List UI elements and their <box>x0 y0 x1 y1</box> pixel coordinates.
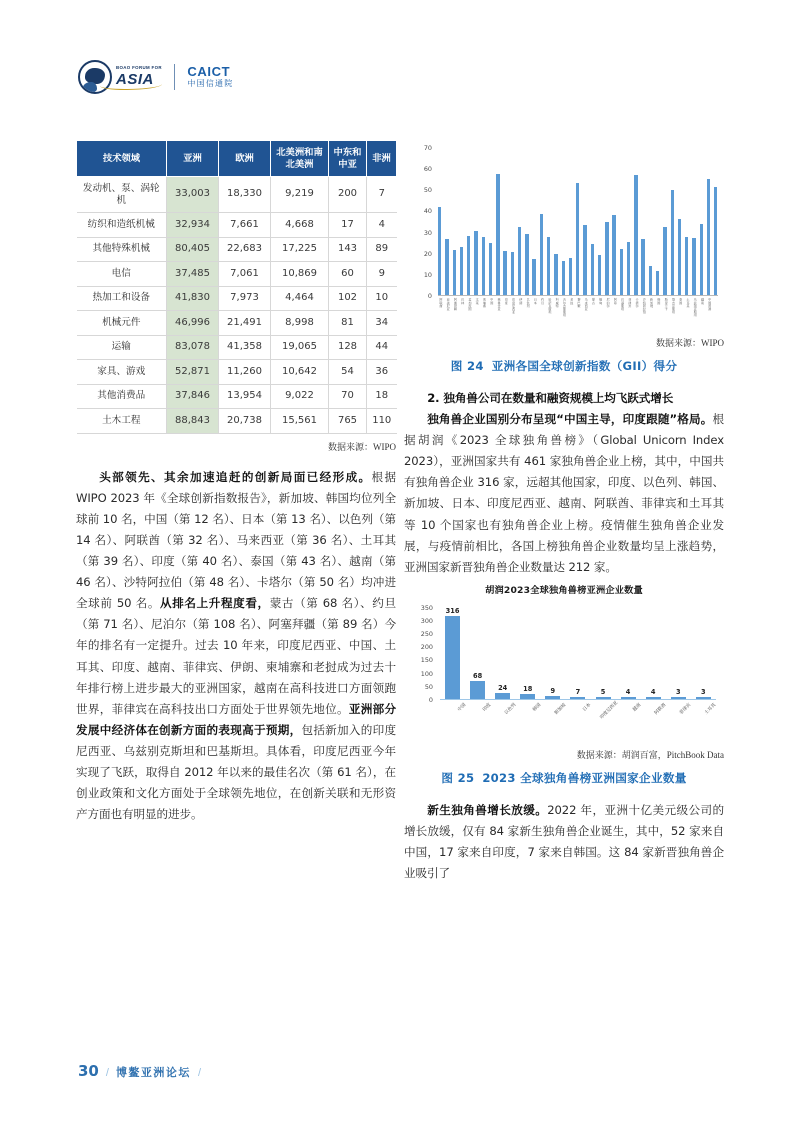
figure-24-bar <box>511 252 514 295</box>
boao-forum-logo <box>78 60 162 94</box>
figure-24-x-label: 阿联酋 <box>438 298 443 308</box>
globe-icon <box>78 60 112 94</box>
cell-americas: 4,464 <box>271 286 329 311</box>
figure-24-x-label: 老挝 <box>569 298 574 305</box>
cell-africa: 7 <box>367 177 397 213</box>
cell-mideast: 102 <box>329 286 367 311</box>
paragraph-lead-bold: 头部领先、其余加速追赶的创新局面已经形成。 <box>99 469 372 484</box>
figure-25-bar <box>570 697 585 699</box>
cell-mideast: 54 <box>329 360 367 385</box>
caict-logo-en: CAICT <box>187 64 231 80</box>
figure-25-y-tick: 300 <box>420 616 433 625</box>
figure-25-x-label: 越南 <box>632 702 643 713</box>
technology-fields-table <box>76 140 397 434</box>
figure-25-bar <box>470 681 485 699</box>
cell-mideast: 765 <box>329 409 367 434</box>
figure-24-x-label: 土耳其 <box>685 298 690 308</box>
figure-24-bar <box>583 225 586 295</box>
cell-africa: 34 <box>367 311 397 336</box>
paragraph-bold-3: 亚洲部分发展中经济体在创新方面的表现高于预期， <box>76 701 396 737</box>
figure-24-bar <box>663 227 666 296</box>
table-row <box>77 213 397 238</box>
figure-24-bar <box>576 183 579 295</box>
figure-24-x-label: 缅甸 <box>598 298 603 305</box>
table-header-africa: 非洲 <box>367 141 397 177</box>
figure-24-bar <box>707 179 710 295</box>
figure-24-x-label: 黎巴嫩 <box>576 298 581 308</box>
figure-24-bar <box>569 258 572 295</box>
figure-25-x-label: 土耳其 <box>704 702 718 716</box>
figure-25-value-label: 5 <box>600 688 606 697</box>
figure-24-x-label: 以色列 <box>525 298 530 308</box>
page-header <box>78 60 233 94</box>
figure-25-y-tick: 350 <box>420 603 433 612</box>
figure-25-bar-group <box>668 607 688 699</box>
paragraph-bold-2: 从排名上升程度看， <box>160 596 270 611</box>
figure-24-x-label: 泰国 <box>678 298 683 305</box>
figure-24-x-label: 科威特 <box>554 298 559 308</box>
cell-africa: 110 <box>367 409 397 434</box>
figure-25-bar-group <box>568 607 588 699</box>
cell-europe: 7,061 <box>219 262 271 287</box>
figure-25-bar <box>520 694 535 699</box>
cell-mideast: 200 <box>329 177 367 213</box>
figure-24-x-label: 印度 <box>503 298 508 305</box>
cell-field: 土木工程 <box>77 409 167 434</box>
paragraph-text-1: 根据 WIPO 2023 年《全球创新指数报告》，新加坡、韩国均位列全球前 10 名，中国（第 12 名）、日本（第 13 名）、以色列（第 14 名）、阿联酋（第 32 名）、马来西亚（第 36 名）、土耳其（第 39 名）、印度（第 40 名）、泰国（第 43 名）、越南（第 46 名）、沙特阿拉伯（第 48 名）、卡塔尔（第 50 名）均冲进全球前 50 名。 <box>76 469 396 611</box>
cell-field: 其他特殊机械 <box>77 237 167 262</box>
figure-25-bar-group <box>493 607 513 699</box>
figure-24-x-label: 亚美尼亚 <box>445 298 450 311</box>
table-row <box>77 177 397 213</box>
cell-mideast: 81 <box>329 311 367 336</box>
paragraph-unicorn-bold: 独角兽企业国别分布呈现“中国主导，印度跟随”格局。 <box>427 412 713 427</box>
figure-25-bar <box>671 697 686 699</box>
figure-24-bar <box>438 207 441 295</box>
boao-forum-name <box>116 72 162 88</box>
figure-25-value-label: 316 <box>445 606 460 615</box>
figure-24-x-label: 沙特阿拉伯 <box>641 298 646 314</box>
figure-24-x-label: 塔吉克斯坦 <box>670 298 675 314</box>
cell-americas: 10,869 <box>271 262 329 287</box>
section-heading-2-text: 2. 独角兽公司在数量和融资规模上均飞跃式增长 <box>427 391 674 405</box>
boao-forum-name-text: ASIA <box>116 70 154 88</box>
figure-25-bar <box>646 697 661 699</box>
paragraph-innovation <box>76 467 396 826</box>
figure-25-x-label: 菲律宾 <box>679 702 693 716</box>
figure-25-y-tick: 0 <box>428 695 433 704</box>
figure-24-bar <box>685 237 688 295</box>
figure-25-x-label: 印度尼西亚 <box>599 700 620 721</box>
cell-mideast: 128 <box>329 335 367 360</box>
table-header-row <box>77 141 397 177</box>
figure-24-x-label: 伊朗 <box>518 298 523 305</box>
cell-field: 发动机、泵、涡轮机 <box>77 177 167 213</box>
figure-24-bar <box>445 239 448 295</box>
cell-mideast: 70 <box>329 384 367 409</box>
cell-europe: 7,661 <box>219 213 271 238</box>
figure-25-bar-group <box>693 607 713 699</box>
table-header-mideast: 中东和中亚 <box>329 141 367 177</box>
figure-24-source: 数据来源：WIPO <box>656 338 724 348</box>
figure-25-bar-group <box>443 607 463 699</box>
figure-24-y-tick: 30 <box>423 228 432 237</box>
figure-25-value-label: 4 <box>625 688 631 697</box>
cell-asia: 83,078 <box>167 335 219 360</box>
table-row <box>77 237 397 262</box>
cell-europe: 11,260 <box>219 360 271 385</box>
figure-24-bar <box>474 231 477 295</box>
figure-24-chart <box>404 140 724 330</box>
figure-24-y-tick: 50 <box>423 186 432 195</box>
logo-divider <box>174 64 176 90</box>
table-row <box>77 360 397 385</box>
figure-24-y-tick: 0 <box>427 292 432 300</box>
right-body-text-2 <box>404 800 724 884</box>
caict-logo-cn: 中国信通院 <box>187 79 234 89</box>
cell-europe: 18,330 <box>219 177 271 213</box>
figure-25-bar-group <box>468 607 488 699</box>
figure-24-x-label: 孟加拉国 <box>467 298 472 311</box>
figure-24-x-label: 马来西亚 <box>583 298 588 311</box>
left-column <box>76 140 396 825</box>
figure-24-bar <box>460 247 463 295</box>
figure-24-bar <box>562 261 565 295</box>
figure-25-bar-group <box>618 607 638 699</box>
figure-25-x-label: 韩国 <box>531 702 543 713</box>
figure-25-value-label: 9 <box>550 687 556 696</box>
cell-asia: 52,871 <box>167 360 219 385</box>
figure-25-x-label: 新加坡 <box>553 702 568 716</box>
cell-africa: 36 <box>367 360 397 385</box>
cell-asia: 46,996 <box>167 311 219 336</box>
right-column <box>404 140 724 884</box>
cell-field: 纺织和造纸机械 <box>77 213 167 238</box>
figure-24-bar <box>532 259 535 295</box>
cell-field: 电信 <box>77 262 167 287</box>
figure-24-x-label: 韩国 <box>656 298 661 305</box>
figure-25-value-label: 3 <box>675 688 681 697</box>
figure-24-bar <box>598 255 601 295</box>
cell-field: 热加工和设备 <box>77 286 167 311</box>
paragraph-new-unicorn-bold: 新生独角兽增长放缓。 <box>427 802 548 817</box>
figure-25-y-tick: 200 <box>420 643 433 652</box>
figure-25-x-label: 印度 <box>481 702 492 713</box>
figure-25-bar <box>445 616 460 699</box>
boao-forum-wordmark <box>116 66 162 87</box>
figure-24-y-tick: 20 <box>423 249 432 258</box>
figure-24-bar <box>554 254 557 295</box>
figure-25-bar-group <box>643 607 663 699</box>
table-header-americas: 北美洲和南北美洲 <box>271 141 329 177</box>
figure-24-bar <box>547 237 550 295</box>
figure-24-bar <box>605 222 608 295</box>
figure-24-x-label: 卡塔尔 <box>634 298 639 308</box>
figure-24-bar <box>627 242 630 295</box>
table-row <box>77 262 397 287</box>
figure-25-bar-group <box>518 607 538 699</box>
figure-25-bar <box>545 696 560 698</box>
cell-americas: 10,642 <box>271 360 329 385</box>
figure-25-bar <box>696 697 711 699</box>
figure-24-caption-text: 亚洲各国全球创新指数（GII）得分 <box>491 359 678 373</box>
cell-americas: 9,219 <box>271 177 329 213</box>
figure-24-x-label: 中国 <box>489 298 494 305</box>
figure-24-x-label: 格鲁吉亚 <box>496 298 501 311</box>
figure-25-value-label: 7 <box>575 688 581 697</box>
paragraph-text-3: 包括新加入的印度尼西亚、乌兹别克斯坦和巴基斯坦。具体看，印度尼西亚今年实现了飞跃，取得自 2012 年以来的最佳名次（第 61 名），在创业政策和文化方面处于全球领先地位，在创新关联和无形资产方面也有明显的进步。 <box>76 722 397 822</box>
figure-25-y-tick: 250 <box>420 630 433 639</box>
figure-24-x-label: 阿塞拜疆 <box>452 298 457 311</box>
cell-africa: 10 <box>367 286 397 311</box>
cell-asia: 32,934 <box>167 213 219 238</box>
figure-24-y-tick: 10 <box>423 270 432 279</box>
figure-24-x-label: 蒙古 <box>590 298 595 305</box>
figure-24-bar <box>591 244 594 295</box>
figure-25-plot-area <box>440 608 716 700</box>
figure-24-number: 图 24 <box>450 359 484 373</box>
footer-organization: 博鳌亚洲论坛 <box>115 1066 191 1079</box>
figure-25-bar-group <box>543 607 563 699</box>
cell-asia: 88,843 <box>167 409 219 434</box>
caict-logo <box>187 65 233 89</box>
figure-24-x-label: 尼泊尔 <box>605 298 610 308</box>
cell-africa: 44 <box>367 335 397 360</box>
figure-25-chart <box>404 582 724 742</box>
figure-24-x-label: 吉尔吉斯斯坦 <box>561 298 566 317</box>
figure-24-y-tick: 40 <box>423 207 432 216</box>
cell-field: 机械元件 <box>77 311 167 336</box>
figure-24-bar <box>620 249 623 296</box>
figure-24-x-label: 印度尼西亚 <box>511 298 516 314</box>
cell-asia: 41,830 <box>167 286 219 311</box>
figure-24-bars <box>438 147 718 295</box>
figure-24-x-label: 哈萨克斯坦 <box>547 298 552 314</box>
cell-americas: 4,668 <box>271 213 329 238</box>
cell-mideast: 17 <box>329 213 367 238</box>
cell-americas: 19,065 <box>271 335 329 360</box>
cell-field: 运输 <box>77 335 167 360</box>
figure-25-source: 数据来源：胡润百富，PitchBook Data <box>576 749 724 760</box>
figure-25-bar <box>621 697 636 699</box>
figure-24-x-labels <box>438 298 718 328</box>
figure-25-value-label: 18 <box>523 685 533 694</box>
figure-24-x-label: 柬埔寨 <box>481 298 486 308</box>
figure-25-x-label: 以色列 <box>503 702 517 716</box>
footer-slash-right: / <box>197 1067 201 1079</box>
figure-25-y-tick: 150 <box>420 656 433 665</box>
cell-africa: 4 <box>367 213 397 238</box>
figure-25-value-label: 4 <box>650 688 656 697</box>
cell-americas: 8,998 <box>271 311 329 336</box>
figure-24-x-label: 文莱 <box>474 298 479 305</box>
right-body-text-1 <box>404 388 724 578</box>
cell-africa: 89 <box>367 237 397 262</box>
figure-24-y-tick: 60 <box>423 165 432 174</box>
footer-slash-left: / <box>105 1067 109 1079</box>
figure-25-y-tick: 100 <box>420 669 433 678</box>
paragraph-unicorn <box>404 409 724 578</box>
cell-europe: 13,954 <box>219 384 271 409</box>
table-body <box>77 177 397 433</box>
figure-24-x-label: 巴林 <box>460 298 465 305</box>
figure-25-y-axis <box>404 603 436 704</box>
figure-24-bar <box>482 237 485 295</box>
figure-24-x-label <box>714 298 717 328</box>
figure-25-bar <box>495 693 510 699</box>
cell-europe: 22,683 <box>219 237 271 262</box>
figure-24-bar <box>649 266 652 295</box>
cell-europe: 41,358 <box>219 335 271 360</box>
figure-25-x-labels <box>440 702 716 736</box>
figure-24-bar <box>641 239 644 295</box>
paragraph-new-unicorn <box>404 800 724 884</box>
figure-25-number: 图 25 <box>441 770 475 785</box>
figure-24-bar <box>700 224 703 295</box>
figure-25-value-label: 3 <box>701 688 706 697</box>
figure-24-bar <box>518 227 521 296</box>
figure-24-x-label: 新加坡 <box>649 298 654 308</box>
figure-24-y-tick: 70 <box>423 144 432 152</box>
table-row <box>77 384 397 409</box>
paragraph-text-2: 蒙古（第 68 名）、约旦（第 71 名）、尼泊尔（第 108 名）、阿塞拜疆（第 89 名）今年的排名有一定提升。过去 10 年来，印度尼西亚、中国、土耳其、印度、越南、菲律宾、伊朗、柬埔寨和老挝成为过去十年排行榜上进步最大的亚洲国家，越南在高科技进口方面领跑世界，菲律宾在高科技出口方面处于世界领先地位。 <box>76 596 396 716</box>
cell-asia: 80,405 <box>167 237 219 262</box>
boao-forum-tagline: BOAO FORUM FOR <box>116 65 162 71</box>
section-heading-2 <box>404 388 724 409</box>
table-source: 数据来源：WIPO <box>328 441 396 452</box>
figure-24-plot-area <box>438 148 718 296</box>
figure-24-bar <box>489 243 492 295</box>
figure-24-caption <box>404 358 724 374</box>
figure-24-bar <box>714 187 717 295</box>
figure-25-value-label: 24 <box>498 683 508 692</box>
cell-europe: 21,491 <box>219 311 271 336</box>
table-header-europe: 欧洲 <box>219 141 271 177</box>
cell-americas: 17,225 <box>271 237 329 262</box>
table-header-asia: 亚洲 <box>167 141 219 177</box>
figure-24-bar <box>612 215 615 295</box>
cell-mideast: 60 <box>329 262 367 287</box>
figure-25-value-label: 68 <box>473 671 483 680</box>
cell-asia: 37,846 <box>167 384 219 409</box>
table-row <box>77 311 397 336</box>
cell-mideast: 143 <box>329 237 367 262</box>
figure-25-bars <box>440 607 716 699</box>
table-row <box>77 286 397 311</box>
figure-24-bar <box>692 238 695 295</box>
figure-24-x-label: 日本 <box>532 298 537 305</box>
page-number: 30 <box>78 1062 99 1080</box>
page-footer <box>78 1062 201 1080</box>
figure-25-y-tick: 50 <box>424 682 433 691</box>
figure-24-bar <box>634 175 637 295</box>
figure-25-bar-group <box>593 607 613 699</box>
cell-asia: 37,485 <box>167 262 219 287</box>
figure-24-y-axis <box>404 140 434 300</box>
figure-25-title: 胡润2023全球独角兽榜亚洲企业数量 <box>485 584 643 596</box>
paragraph-unicorn-text: 根据胡润《2023 全球独角兽榜》（Global Unicorn Index 2023），亚洲国家共有 461 家独角兽企业上榜，其中，中国共有独角兽企业 316 家，远超其他国家，印度、以色列、韩国、新加坡、日本、印度尼西亚、越南、阿联酋、菲律宾和土耳其等 10 个国家也有独角兽企业上榜。疫情催生独角兽企业发展，与疫情前相比，各国上榜独角兽企业数量均呈上涨趋势，亚洲国家新晋独角兽企业数量达 212 家。 <box>404 412 724 574</box>
figure-25-caption-text: 2023 全球独角兽榜亚洲国家企业数量 <box>482 770 687 785</box>
figure-24-x-label: 巴基斯坦 <box>620 298 625 311</box>
figure-24-bar <box>540 214 543 295</box>
figure-24-bar <box>496 174 499 295</box>
figure-24-x-label: 中国香港 <box>707 298 712 311</box>
figure-25-x-label: 阿联酋 <box>654 702 668 716</box>
cell-europe: 7,973 <box>219 286 271 311</box>
figure-24-x-label: 阿曼 <box>612 298 617 305</box>
cell-field: 家具、游戏 <box>77 360 167 385</box>
cell-europe: 20,738 <box>219 409 271 434</box>
figure-25-x-label: 中国 <box>456 702 467 713</box>
figure-24-bar <box>525 234 528 295</box>
cell-asia: 33,003 <box>167 177 219 213</box>
paragraph-new-unicorn-text: 2022 年，亚洲十亿美元级公司的增长放缓，仅有 84 家新生独角兽企业诞生，其中，52 家来自中国，17 家来自印度，7 家来自韩国。这 84 家新晋独角兽企业吸引了 <box>404 802 724 881</box>
cell-americas: 9,022 <box>271 384 329 409</box>
figure-24-bar <box>453 250 456 295</box>
table-row <box>77 409 397 434</box>
figure-25-x-label: 日本 <box>582 702 593 713</box>
table-row <box>77 335 397 360</box>
figure-24-x-label: 越南 <box>699 298 704 305</box>
figure-24-x-label: 约旦 <box>540 298 545 305</box>
figure-24-bar <box>678 219 681 295</box>
cell-americas: 15,561 <box>271 409 329 434</box>
figure-24-x-label: 乌兹别克斯坦 <box>692 298 697 317</box>
figure-24-x-label: 斯里兰卡 <box>663 298 668 311</box>
cell-field: 其他消费品 <box>77 384 167 409</box>
cell-africa: 9 <box>367 262 397 287</box>
figure-25-caption <box>404 770 724 786</box>
figure-25-bar <box>596 697 611 699</box>
figure-24-bar <box>503 251 506 295</box>
figure-24-bar <box>656 271 659 295</box>
figure-24-bar <box>671 190 674 296</box>
figure-24-bar <box>467 236 470 295</box>
left-body-text <box>76 467 396 826</box>
cell-africa: 18 <box>367 384 397 409</box>
figure-24-x-label: 菲律宾 <box>627 298 632 308</box>
table-header-field: 技术领域 <box>77 141 167 177</box>
